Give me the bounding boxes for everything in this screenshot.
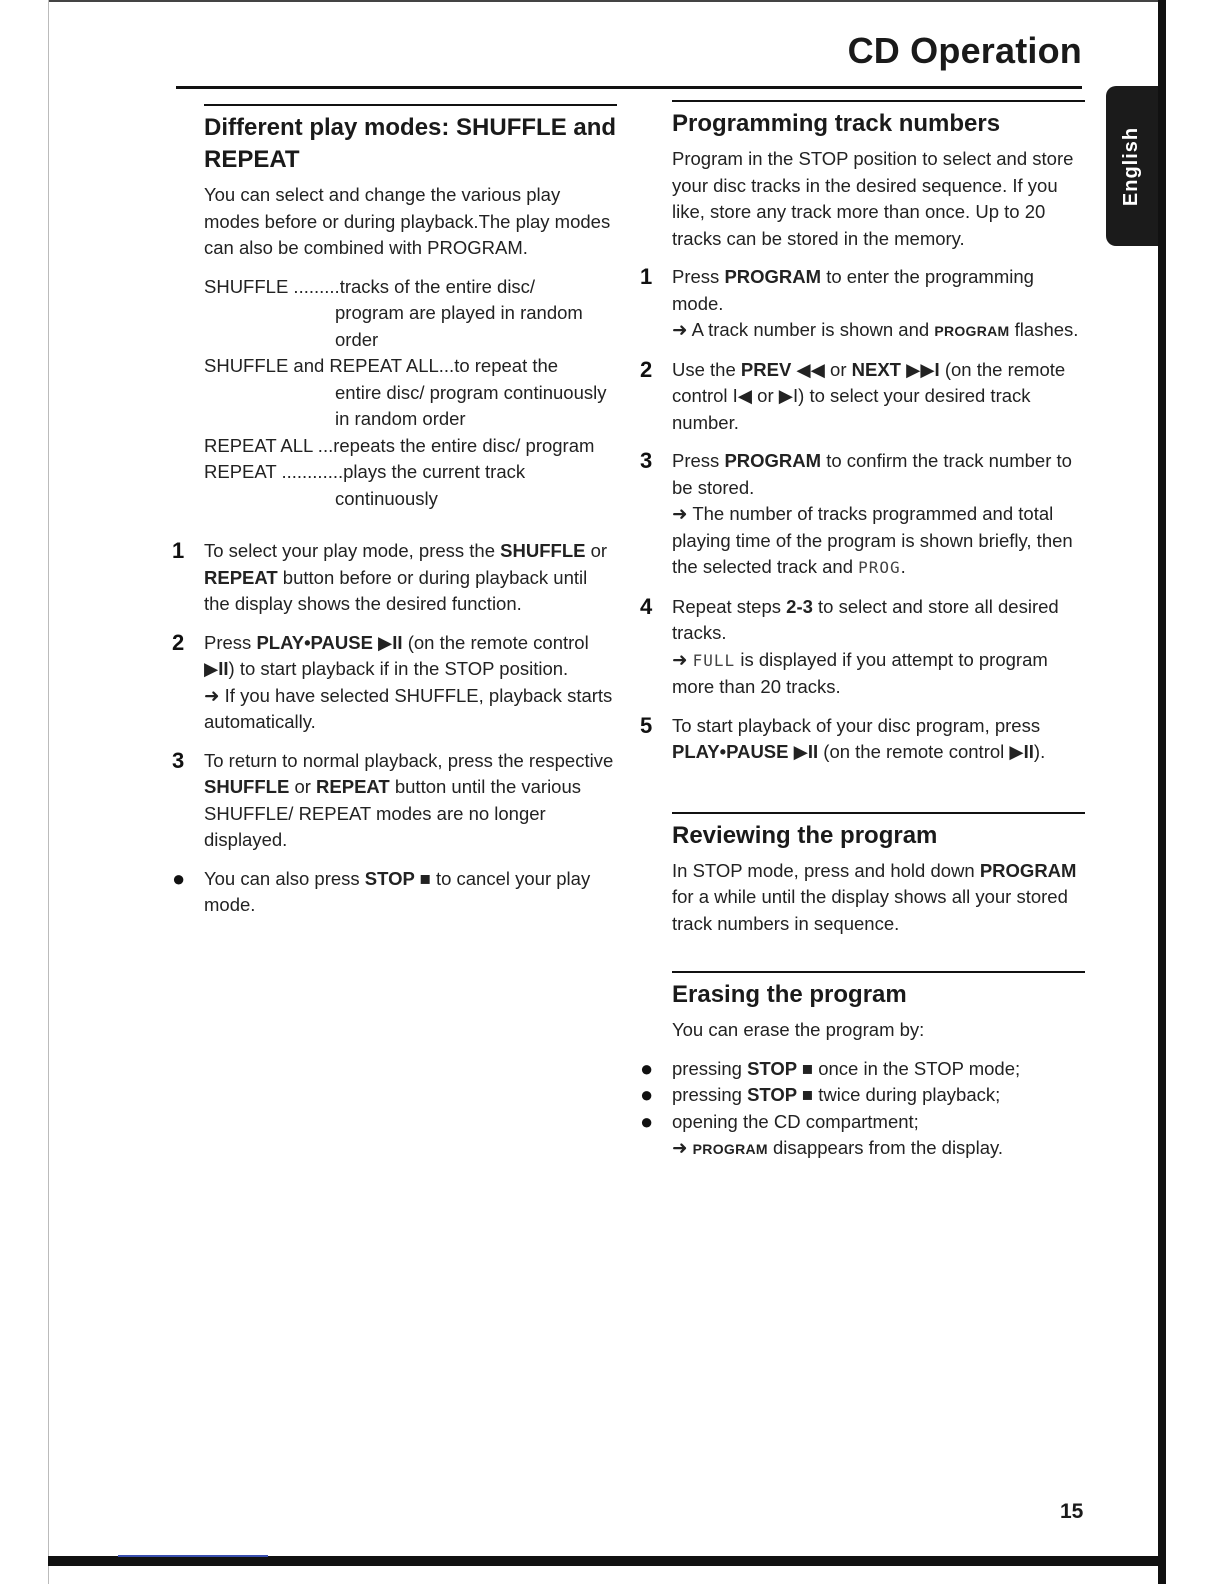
step-note: The number of tracks programmed and total playing time of the program is shown briefly, then the selected track and <box>672 503 1073 577</box>
bullet-text-part: pressing <box>672 1057 748 1079</box>
review-text-part: for a while until the display shows all your stored track numbers in sequence. <box>672 886 1068 934</box>
step-keyword: SHUFFLE <box>204 776 290 797</box>
language-tab-label: English <box>1120 126 1143 206</box>
mode-term: REPEAT ALL ... <box>204 434 334 456</box>
step-keyword: ▶II <box>204 658 229 679</box>
bullet-text <box>672 1082 1085 1109</box>
step-number: 5 <box>640 712 653 738</box>
right-column <box>640 100 1085 1175</box>
bullet-note: disappears from the display. <box>767 1137 1004 1158</box>
scan-edge-left <box>48 0 49 1584</box>
mode-desc-cont: order <box>335 328 379 350</box>
display-indicator: PROGRAM <box>934 323 1010 339</box>
step-text-part: to enter the programming mode. <box>672 266 1034 314</box>
bullet-text <box>672 1056 1085 1083</box>
mode-desc: repeats the entire disc/ program <box>333 434 595 456</box>
step-keyword: REPEAT <box>204 566 278 588</box>
step-text-part: To start playback of your disc program, press <box>672 714 1041 736</box>
step-keyword: STOP ■ <box>364 867 431 889</box>
step-note: flashes. <box>1009 319 1079 340</box>
section-rule <box>672 100 1085 102</box>
step-item <box>172 538 617 618</box>
section-spacer <box>640 949 1085 971</box>
step-keyword: ▶II <box>1009 741 1034 762</box>
mode-row <box>204 433 617 460</box>
language-tab <box>1106 86 1158 246</box>
page-title: CD Operation <box>847 30 1082 71</box>
step-text-part: To select your play mode, press the <box>204 540 501 561</box>
step-number: 4 <box>640 593 653 619</box>
bullet-icon: ● <box>172 865 186 891</box>
step-item <box>640 264 1085 345</box>
step-keyword: PLAY•PAUSE ▶II <box>672 741 819 762</box>
bullet-icon: ● <box>640 1055 654 1081</box>
step-text <box>672 357 1085 437</box>
step-number: 2 <box>172 629 185 655</box>
step-text <box>204 748 617 854</box>
left-column <box>172 104 617 931</box>
step-keyword: NEXT ▶▶I <box>851 358 940 380</box>
page-number: 15 <box>1060 1500 1084 1523</box>
step-text <box>204 630 617 736</box>
step-item <box>640 713 1085 766</box>
bullet-keyword: STOP ■ <box>747 1057 814 1079</box>
step-text-part: (on the remote control <box>672 358 1066 406</box>
step-keyword: SHUFFLE <box>500 540 586 561</box>
section-spacer <box>640 778 1085 812</box>
mode-desc: to repeat the <box>454 355 559 376</box>
mode-row <box>204 459 617 486</box>
bullet-text-part: twice during playback; <box>813 1084 1001 1105</box>
mode-term: REPEAT ............ <box>204 461 344 482</box>
bullet-item <box>640 1109 1085 1163</box>
arrow-icon: ➜ <box>672 648 688 670</box>
step-text-part: Press <box>672 266 725 287</box>
step-text-part: (on the remote control <box>818 741 1010 762</box>
step-text-part: ) to start playback if in the STOP position. <box>228 658 569 679</box>
bullet-icon: ● <box>640 1082 654 1107</box>
step-text-part: (on the remote control <box>402 631 589 653</box>
erasing-intro: You can erase the program by: <box>672 1019 925 1040</box>
step-text-part: You can also press <box>204 867 365 889</box>
section-rule <box>204 104 617 106</box>
bullet-text <box>672 1109 1085 1163</box>
step-text-part: to select and store all desired tracks. <box>672 595 1059 643</box>
header-rule <box>176 86 1082 89</box>
bullet-icon: ● <box>640 1108 654 1134</box>
step-item <box>640 357 1085 437</box>
step-text-part: To return to normal playback, press the respective <box>204 749 614 771</box>
step-keyword: 2-3 <box>786 595 813 617</box>
display-indicator: PROG <box>858 558 901 577</box>
step-note: is displayed if you attempt to program more than 20 tracks. <box>672 648 1048 697</box>
step-text-part: ▶I <box>778 385 799 406</box>
step-keyword: PLAY•PAUSE ▶II <box>256 631 403 653</box>
review-keyword: PROGRAM <box>979 859 1077 881</box>
step-text-part: Press <box>204 631 257 653</box>
bullet-item <box>640 1082 1085 1109</box>
step-keyword: PROGRAM <box>724 450 822 471</box>
step-text <box>672 713 1085 766</box>
mode-row <box>204 274 617 301</box>
step-item <box>172 630 617 736</box>
step-text-part: I◀ <box>732 385 753 406</box>
step-text-part: or <box>752 385 779 406</box>
step-note: A track number is shown and <box>687 319 935 340</box>
step-item <box>640 594 1085 701</box>
arrow-icon: ➜ <box>672 319 688 340</box>
bullet-keyword: STOP ■ <box>747 1084 814 1105</box>
step-text <box>672 594 1085 701</box>
mode-desc-cont: continuously <box>335 487 438 509</box>
step-number: 1 <box>172 538 185 563</box>
scan-edge-top <box>48 0 1158 2</box>
programming-intro: Program in the STOP position to select and store your disc tracks in the desired sequence. If you like, store any track more than once. Up to 20 tracks can be stored in the memory. <box>672 148 1074 249</box>
mode-desc-cont: in random order <box>335 408 466 429</box>
display-indicator: FULL <box>692 650 736 670</box>
bullet-item <box>640 1056 1085 1083</box>
step-keyword: REPEAT <box>316 776 390 797</box>
bullet-text-part: once in the STOP mode; <box>813 1057 1021 1079</box>
bullet-item <box>172 866 617 919</box>
arrow-icon: ➜ <box>672 503 688 524</box>
bullet-text-part: pressing <box>672 1084 748 1105</box>
step-text-part: ) to select your desired track number. <box>672 385 1031 433</box>
section-title-erasing: Erasing the program <box>672 981 907 1008</box>
step-text-part: button until the various SHUFFLE/ REPEAT modes are no longer displayed. <box>204 776 582 850</box>
bullet-text <box>204 866 617 919</box>
step-text-part: to confirm the track number to be stored. <box>672 450 1072 498</box>
mode-term: SHUFFLE and REPEAT ALL... <box>204 355 455 376</box>
step-number: 1 <box>640 264 653 289</box>
step-number: 3 <box>640 448 653 473</box>
section-title-programming: Programming track numbers <box>672 110 1001 137</box>
step-text-part: Press <box>672 450 725 471</box>
mode-row <box>204 353 617 380</box>
play-modes-intro: You can select and change the various play modes before or during playback.The play modes can also be combined with PROGRAM. <box>204 184 611 258</box>
step-text-part: button before or during playback until the display shows the desired function. <box>204 566 588 614</box>
mode-desc: plays the current track <box>343 461 526 482</box>
step-note: . <box>900 556 906 577</box>
step-text-part: or <box>289 776 317 797</box>
arrow-icon: ➜ <box>672 1137 688 1158</box>
page-bottom-bar <box>48 1556 1166 1566</box>
step-text-part: Use the <box>672 358 741 380</box>
step-number: 2 <box>640 356 653 382</box>
arrow-icon: ➜ <box>204 684 220 706</box>
step-text-part: or <box>824 358 852 380</box>
display-indicator: PROGRAM <box>692 1141 768 1157</box>
step-text-part: ). <box>1033 741 1046 762</box>
step-text-part: Repeat steps <box>672 595 787 617</box>
section-rule <box>672 812 1085 814</box>
reviewing-text <box>672 858 1085 938</box>
mode-desc-cont: program are played in random <box>335 302 583 323</box>
step-keyword: PREV ◀◀ <box>740 358 825 380</box>
step-text <box>204 538 617 618</box>
mode-term: SHUFFLE ......... <box>204 275 340 297</box>
step-note: If you have selected SHUFFLE, playback starts automatically. <box>204 684 613 732</box>
step-text <box>672 448 1085 582</box>
section-title-reviewing: Reviewing the program <box>672 821 938 849</box>
step-text-part: or <box>585 540 608 561</box>
step-text <box>672 264 1085 345</box>
play-mode-list <box>204 274 617 513</box>
step-item <box>640 448 1085 582</box>
bullet-text-part: opening the CD compartment; <box>672 1110 919 1132</box>
review-text-part: In STOP mode, press and hold down <box>672 859 980 881</box>
section-rule <box>672 971 1085 973</box>
step-item <box>172 748 617 854</box>
mode-desc: tracks of the entire disc/ <box>339 275 536 297</box>
step-keyword: PROGRAM <box>724 266 822 287</box>
mode-desc-cont: entire disc/ program continuously <box>335 381 607 403</box>
step-number: 3 <box>172 747 185 773</box>
scan-artifact <box>118 1555 268 1557</box>
section-title-play-modes: Different play modes: SHUFFLE and REPEAT <box>204 114 617 173</box>
step-text-part: to cancel your play mode. <box>204 867 591 915</box>
page-edge-bar <box>1158 0 1166 1584</box>
